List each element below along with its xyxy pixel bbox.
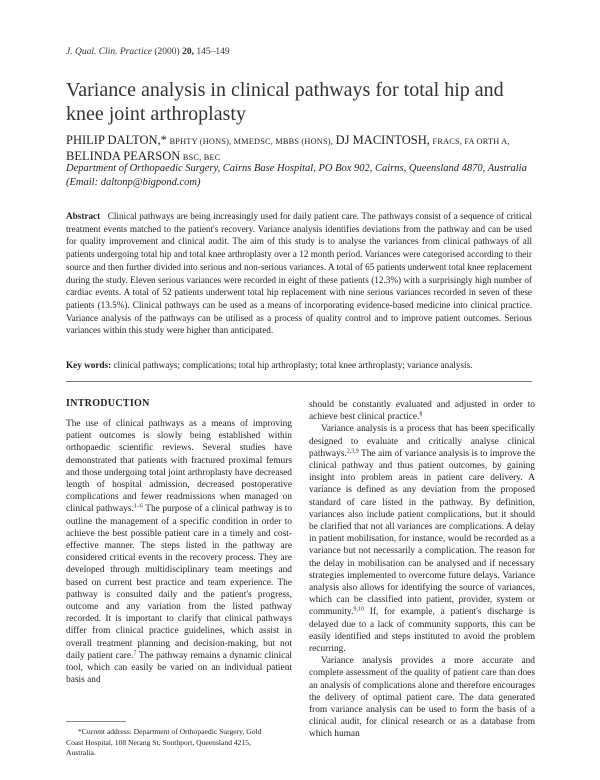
paragraph-text: The purpose of a clinical pathway is to outline the management of a specific condition in order to achieve the best possible patient care in a timely and cost-effective manner. The steps listed in the pathway are considered critical events in the recovery process. They are developed through multidisciplinary team meetings and based on current best practice and team experience. The pathway is consulted daily and the patient's progress, outcome and any variation from the listed pathway recorded. It is important to clarify that clinical pathways differ from clinical practice guidelines, which assist in overall treatment planning and decision-making, but not daily patient care. bbox=[66, 504, 293, 661]
citation-ref: 9,10 bbox=[353, 606, 364, 613]
paragraph-text: If, for example, a patient's discharge is delayed due to a lack of community supports, this can be easily identified and steps instituted to avoid the problem recurring. bbox=[309, 607, 535, 655]
paragraph bbox=[309, 655, 535, 740]
paragraph-text: Variance analysis is a process that has been specifically designed to evaluate and critically analyse clinical pathways. bbox=[309, 424, 535, 459]
footnote-line: *Current address: Department of Orthopaedic Surgery, Gold bbox=[78, 727, 262, 736]
footnote-line: Australia. bbox=[66, 748, 96, 758]
abstract-text: Clinical pathways are being increasingly used for daily patient care. The pathways consist of a sequence of critical treatment events matched to the patient's recovery. Variance analysis identifies deviations from the pathway and can be used for quality improvement and clinical audit. The aim of this study is to analyse the variances from clinical pathways of all patients undergoing total hip and total knee arthroplasty over a 12 month period. Variances were categorised according to their source and then further divided into serious and non-serious variances. A total of 65 patients underwent total knee replacement during the study. Eleven serious variances were recorded in eight of these patients (12.3%) with a surprisingly high number of cardiac events. A total of 52 patients underwent total hip replacement with nine serious variances recorded in seven of these patients (13.5%). Clinical pathways can be used as a means of incorporating evidence-based medicine into clinical practice. Variance analysis of the pathways can be utilised as a process of quality control and to improve patient outcomes. Serious variances within this study were higher than anticipated. bbox=[66, 211, 532, 336]
citation-ref: 1–6 bbox=[133, 503, 143, 510]
author-name: DJ MACINTOSH, bbox=[335, 133, 430, 147]
journal-pages: 145–149 bbox=[196, 47, 230, 57]
column-right bbox=[309, 399, 535, 741]
author-degrees: BPHTY (HONS), MMEDSC, MBBS (HONS), bbox=[169, 137, 334, 146]
journal-volume: 20, bbox=[182, 47, 194, 57]
citation-ref: 2,3,9 bbox=[346, 448, 359, 455]
paragraph bbox=[309, 399, 535, 423]
author-degrees: BSC, BEC bbox=[182, 153, 221, 162]
paragraph-text: The use of clinical pathways as a means of improving patient outcomes is slowly being established within orthopaedic scientific reviews. Several studies have demonstrated that patients with fractured proximal femurs and those undergoing total joint arthroplasty have decreased length of hospital admission, decreased postoperative complications and fewer readmissions when managed on clinical pathways. bbox=[66, 419, 292, 515]
abstract bbox=[66, 210, 532, 337]
section-divider bbox=[66, 381, 532, 382]
author-degrees: FRACS, FA ORTH A, bbox=[432, 137, 510, 146]
paragraph-text: The pathway remains a dynamic clinical tool, which can easily be varied on an individual patient basis and bbox=[66, 650, 292, 686]
paragraph bbox=[66, 418, 292, 686]
footnote-divider bbox=[66, 721, 126, 722]
paragraph bbox=[309, 423, 535, 655]
citation-ref: 8 bbox=[419, 411, 423, 418]
paragraph-text: should be constantly evaluated and adjusted in order to achieve best clinical practice. bbox=[309, 400, 535, 423]
paragraph-text: Variance analysis provides a more accurate and complete assessment of the quality of patient care than does an analysis of complications alone and therefore encourages the delivery of optimal patient care. The data generated from variance analysis can be used to form the basis of a clinical audit, for clinical research or as a database from which human bbox=[309, 656, 535, 740]
paragraph-text: The aim of variance analysis is to improve the clinical pathway and thus patient outcomes, by gaining insight into problem areas in patient care delivery. A variance is defined as any deviation from the proposed standard of care listed in the pathway. By definition, variances also include patient complications, but it should be clarified that not all variances are complications. A delay in patient mobilisation, for instance, would be recorded as a variance but not necessarily a complication. The reason for the delay in mobilisation can be analysed and if necessary strategies implemented to overcome future delays. Variance analysis also allows for identifying the source of variances, which can be classified into patient, provider, system or community. bbox=[309, 448, 535, 618]
abstract-label: Abstract bbox=[66, 211, 101, 221]
keywords-text: clinical pathways; complications; total hip arthroplasty; total knee arthroplasty; variance analysis. bbox=[113, 360, 473, 370]
citation-ref: 7 bbox=[133, 650, 137, 657]
author-name: BELINDA PEARSON bbox=[66, 149, 181, 163]
section-heading-introduction: INTRODUCTION bbox=[66, 398, 150, 409]
keywords bbox=[66, 359, 532, 372]
journal-year: (2000) bbox=[154, 47, 180, 57]
author-list bbox=[66, 133, 536, 165]
journal-citation bbox=[66, 47, 230, 57]
author-name: PHILIP DALTON,* bbox=[66, 133, 167, 147]
journal-name: J. Qual. Clin. Practice bbox=[66, 47, 153, 57]
column-left bbox=[66, 418, 292, 686]
keywords-label: Key words: bbox=[66, 360, 112, 370]
footnote bbox=[66, 727, 296, 759]
affiliation: Department of Orthopaedic Surgery, Cairns Base Hospital, PO Box 902, Cairns, Queensland 4870, Australia (Email: daltonp@bigpond.com) bbox=[66, 163, 527, 188]
article-title: Variance analysis in clinical pathways for total hip and knee joint arthroplasty bbox=[66, 79, 504, 125]
footnote-line: Coast Hospital, 108 Nerang St, Southport, Queensland 4215, bbox=[66, 737, 251, 747]
